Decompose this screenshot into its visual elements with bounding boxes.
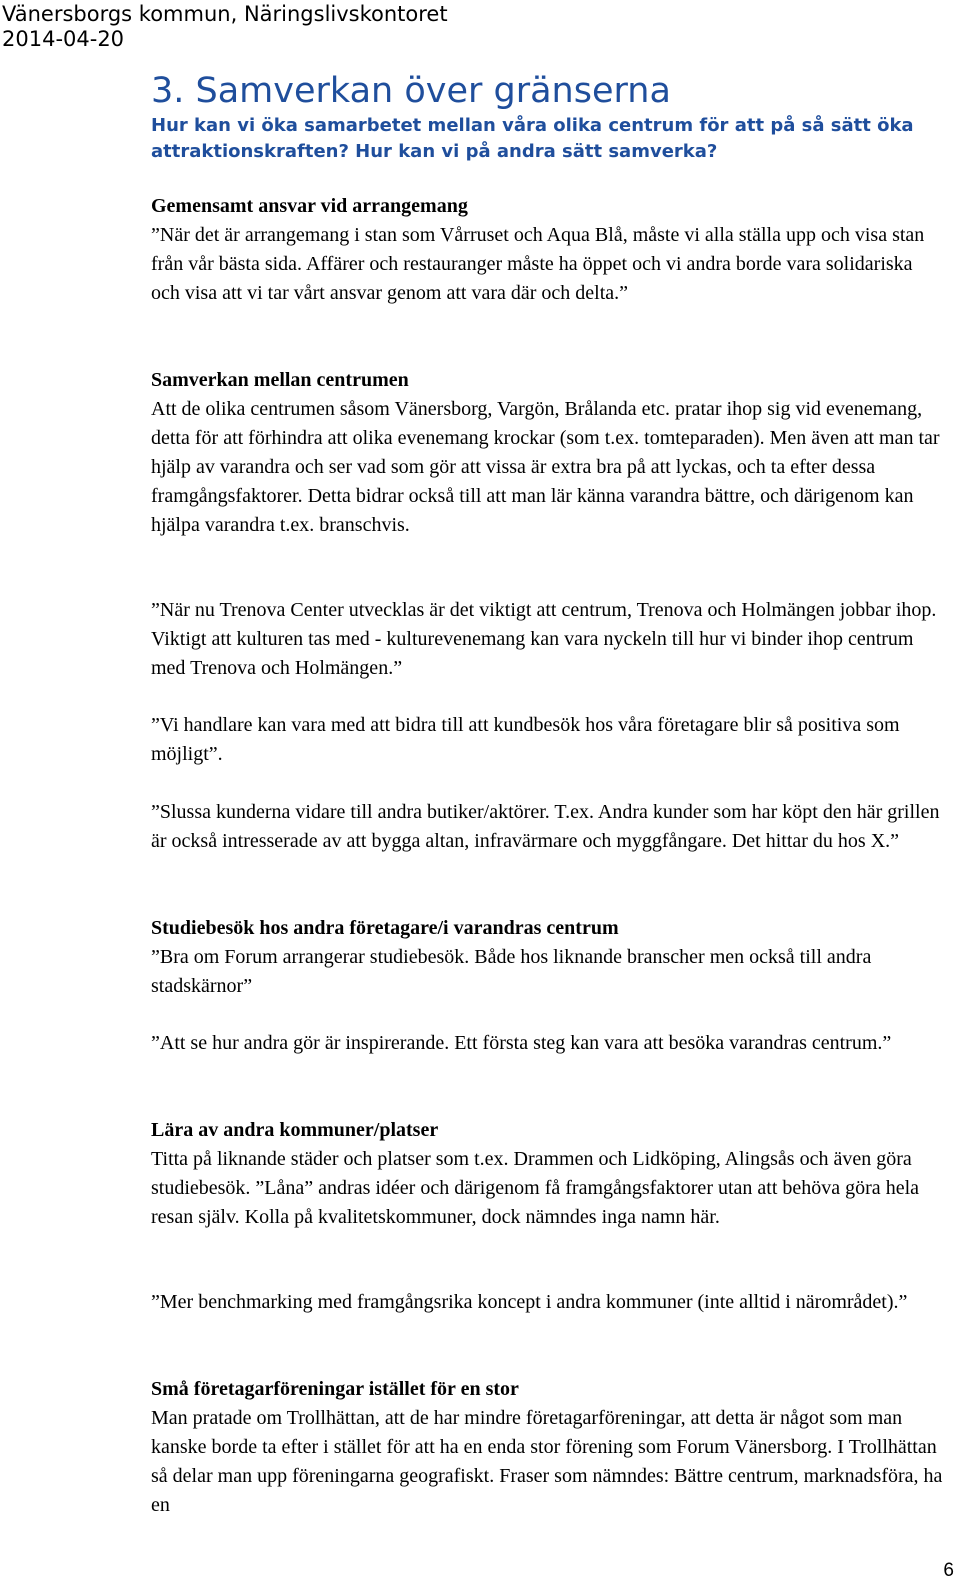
paragraph: ”Vi handlare kan vara med att bidra till att kundbesök hos våra företagare blir så positiva som möjligt”.: [151, 714, 900, 765]
block-handlare: [151, 711, 946, 769]
page-number: 6: [943, 1560, 954, 1581]
paragraph: ”När det är arrangemang i stan som Vårruset och Aqua Blå, måste vi alla ställa upp och visa stan från vår bästa sida. Affärer och restauranger måste ha öppet och vi andra borde vara solidariska och visa att vi tar vårt ansvar genom att vara där och delta.”: [151, 223, 925, 304]
paragraph: ”Att se hur andra gör är inspirerande. Ett första steg kan vara att besöka varandras centrum.”: [151, 1032, 892, 1054]
block-slussa: [151, 798, 946, 856]
block-samverkan-centrumen: [151, 366, 946, 539]
header-organization: Vänersborgs kommun, Näringslivskontoret: [2, 2, 448, 26]
block-trenova: [151, 596, 946, 683]
heading-gemensamt-ansvar: Gemensamt ansvar vid arrangemang: [151, 195, 468, 217]
heading-sma-foreningar: Små företagarföreningar istället för en stor: [151, 1378, 519, 1400]
block-inspirerande: [151, 1029, 946, 1058]
paragraph: ”Bra om Forum arrangerar studiebesök. Både hos liknande branscher men också till andra stadskärnor”: [151, 945, 872, 997]
block-benchmarking: [151, 1288, 946, 1317]
paragraph: ”Slussa kunderna vidare till andra butiker/aktörer. T.ex. Andra kunder som har köpt den här grillen är också intresserade av att bygga altan, infravärmare och myggfångare. Det hittar du hos X.”: [151, 801, 940, 852]
paragraph: ”När nu Trenova Center utvecklas är det viktigt att centrum, Trenova och Holmängen jobbar ihop. Viktigt att kulturen tas med - kulturevenemang kan vara nyckeln till hur vi binder ihop centrum med Trenova och Holmängen.”: [151, 599, 937, 679]
section-title: 3. Samverkan över gränserna: [151, 71, 671, 111]
heading-samverkan-centrumen: Samverkan mellan centrumen: [151, 369, 409, 391]
heading-studiebesok: Studiebesök hos andra företagare/i varandras centrum: [151, 917, 619, 939]
header-date: 2014-04-20: [2, 27, 125, 51]
paragraph: Man pratade om Trollhättan, att de har mindre företagarföreningar, att detta är något som man kanske borde ta efter i stället för att ha en enda stor förening som Forum Vänersborg. I Trollhättan så delar man upp föreningarna geografiskt. Fraser som nämndes: Bättre centrum, marknadsföra, ha en: [151, 1406, 943, 1516]
block-lara-av-andra: [151, 1116, 946, 1232]
section-subtitle: Hur kan vi öka samarbetet mellan våra olika centrum för att på så sätt öka attraktionskraften? Hur kan vi på andra sätt samverka?: [151, 115, 914, 162]
block-sma-foreningar: [151, 1375, 946, 1520]
paragraph: Titta på liknande städer och platser som t.ex. Drammen och Lidköping, Alingsås och även göra studiebesök. ”Låna” andras idéer och därigenom få framgångsfaktorer utan att behöva göra hela resan själv. Kolla på kvalitetskommuner, dock nämndes inga namn här.: [151, 1147, 919, 1228]
paragraph: Att de olika centrumen såsom Vänersborg, Vargön, Brålanda etc. pratar ihop sig vid evenemang, detta för att förhindra att olika evenemang krockar (som t.ex. tomteparaden). Men även att man tar hjälp av varandra och ser vad som gör att vissa är extra bra på att lyckas, och ta efter dessa framgångsfaktorer. Detta bidrar också till att man lär känna varandra bättre, och därigenom kan hjälpa varandra t.ex. branschvis.: [151, 397, 940, 536]
heading-lara-av-andra: Lära av andra kommuner/platser: [151, 1119, 439, 1141]
block-studiebesok: [151, 914, 946, 1001]
paragraph: ”Mer benchmarking med framgångsrika koncept i andra kommuner (inte alltid i närområdet).”: [151, 1291, 908, 1313]
block-gemensamt-ansvar: [151, 192, 946, 308]
